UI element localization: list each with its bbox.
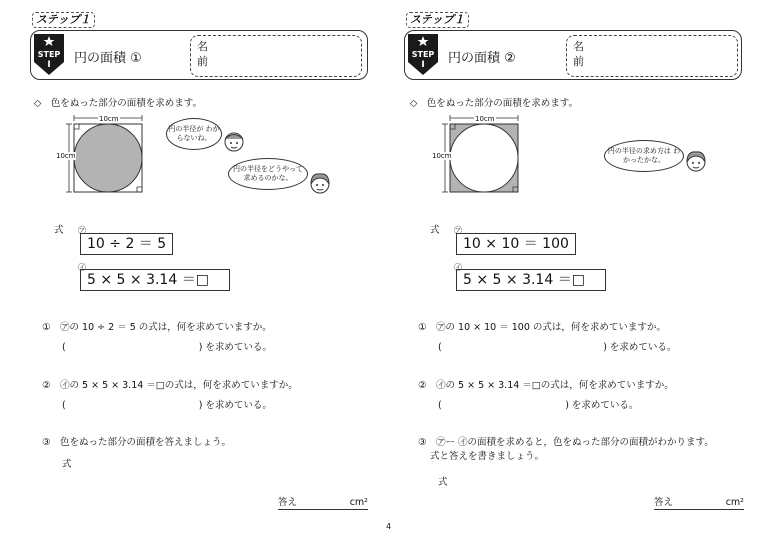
badge-numeral: Ⅰ: [421, 60, 425, 70]
page-title: 円の面積 ②: [448, 51, 516, 66]
girl-face-icon: [308, 170, 332, 196]
dim-top: 10cm: [475, 115, 495, 123]
formula-i: 5 × 5 × 3.14 ＝□: [80, 269, 230, 291]
speech-bubble-1: 円の半径の求め方は わかったかな。: [604, 140, 684, 172]
dim-side: 10cm: [432, 152, 452, 160]
instruction: ◇ 色をぬった部分の面積を求めます。: [34, 98, 203, 109]
answer-label: 答え: [654, 497, 674, 508]
dim-side: 10cm: [56, 152, 76, 160]
answer-blank-1[interactable]: ( ) を求めている。: [62, 342, 272, 353]
answer-line[interactable]: [278, 497, 368, 510]
name-label-2: 前: [573, 55, 584, 68]
name-label-1: 名: [197, 40, 208, 53]
question-3: ③ ㋐ー ㋑の面積を求めると，色をぬった部分の面積がわかります。: [418, 437, 714, 448]
answer-line[interactable]: [654, 497, 744, 510]
name-field[interactable]: [566, 35, 738, 77]
question-2: ② ㋑の 5 × 5 × 3.14 ＝□の式は，何を求めていますか。: [418, 380, 674, 391]
formula-a: 10 × 10 ＝ 100: [456, 233, 576, 255]
badge-text: STEP: [37, 50, 61, 59]
name-field[interactable]: [190, 35, 362, 77]
answer-unit: cm²: [725, 497, 744, 508]
dim-top: 10cm: [99, 115, 119, 123]
answer-label: 答え: [278, 497, 298, 508]
answer-blank-2[interactable]: ( ) を求めている。: [62, 400, 272, 411]
name-label-2: 前: [197, 55, 208, 68]
q3-shiki-label: 式: [62, 459, 72, 470]
girl-face-icon: [684, 148, 708, 174]
answer-unit: cm²: [349, 497, 368, 508]
mark-a: ㋐: [454, 226, 462, 235]
speech-bubble-2: 円の半径をどうやって 求めるのかな。: [228, 158, 308, 190]
mark-a: ㋐: [78, 226, 86, 235]
boy-face-icon: [222, 128, 246, 154]
mark-i: ㋑: [78, 263, 86, 272]
formula-a: 10 ÷ 2 ＝ 5: [80, 233, 173, 255]
page-number: 4: [386, 522, 392, 531]
question-3-line-2: 式と答えを書きましょう。: [430, 451, 545, 462]
mark-i: ㋑: [454, 263, 462, 272]
formula-i: 5 × 5 × 3.14 ＝□: [456, 269, 606, 291]
answer-blank-1[interactable]: ( ) を求めている。: [438, 342, 677, 353]
shiki-label: 式: [430, 225, 440, 236]
badge-text: STEP: [411, 50, 435, 59]
step-label: ステップ１: [32, 12, 95, 28]
step-label: ステップ１: [406, 12, 469, 28]
shiki-label: 式: [54, 225, 64, 236]
page-title: 円の面積 ①: [74, 51, 142, 66]
question-3: ③ 色をぬった部分の面積を答えましょう。: [42, 437, 232, 448]
badge-numeral: Ⅰ: [47, 60, 51, 70]
question-1: ① ㋐の 10 ÷ 2 ＝ 5 の式は，何を求めていますか。: [42, 322, 272, 333]
q3-shiki-label: 式: [438, 477, 448, 488]
question-2: ② ㋑の 5 × 5 × 3.14 ＝□の式は，何を求めていますか。: [42, 380, 298, 391]
instruction: ◇ 色をぬった部分の面積を求めます。: [410, 98, 579, 109]
question-1: ① ㋐の 10 × 10 ＝ 100 の式は，何を求めていますか。: [418, 322, 666, 333]
answer-blank-2[interactable]: ( ) を求めている。: [438, 400, 639, 411]
name-label-1: 名: [573, 40, 584, 53]
speech-bubble-1: 円の半径が わからないね。: [166, 118, 222, 150]
